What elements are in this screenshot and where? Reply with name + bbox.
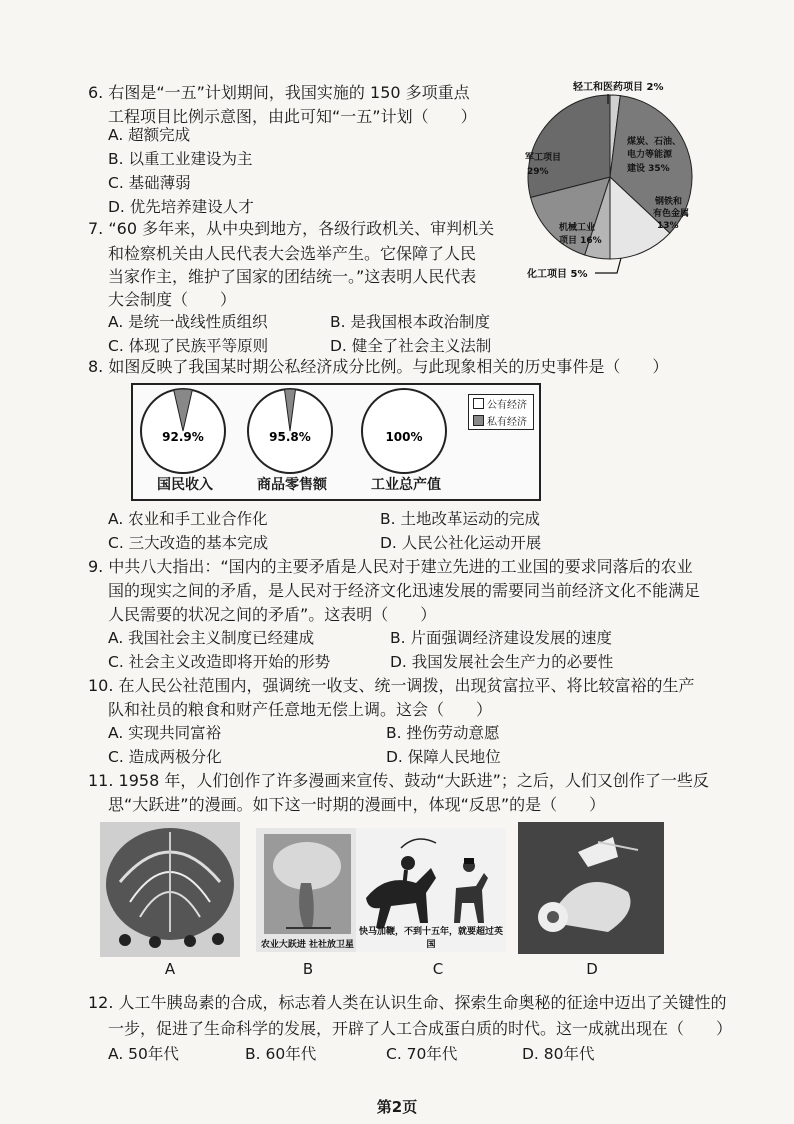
mini-pie-value-0: 92.9% [162, 430, 204, 444]
pie-label-steel-1: 钢铁和 [655, 197, 683, 207]
q6-option-d: D. 优先培养建设人才 [108, 198, 254, 216]
q12-line2: 一步，促进了生命科学的发展，开辟了人工合成蛋白质的时代。这一成就出现在（ ） [108, 1019, 733, 1038]
cartoon-label-d: D [586, 960, 598, 978]
pie-label-military-2: 29% [527, 167, 549, 177]
q8-line1: 8. 如图反映了我国某时期公私经济成分比例。与此现象相关的历史事件是（ ） [88, 357, 669, 376]
q8-option-b: B. 土地改革运动的完成 [380, 510, 540, 528]
legend-swatch-public [473, 398, 484, 409]
q9-line3: 人民需要的状况之间的矛盾”。这表明（ ） [108, 605, 437, 624]
pie-label-military-1: 军工项目 [525, 153, 562, 163]
q12-option-b: B. 60年代 [245, 1045, 317, 1063]
q7-option-b: B. 是我国根本政治制度 [330, 313, 490, 331]
q10-line1: 10. 在人民公社范围内，强调统一收支、统一调拨，出现贫富拉平、将比较富裕的生产 [88, 676, 695, 695]
cartoon-c-horse [356, 828, 506, 952]
q7-option-a: A. 是统一战线性质组织 [108, 313, 268, 331]
mini-pies [141, 389, 446, 473]
q12-option-d: D. 80年代 [522, 1045, 595, 1063]
pie-label-light: 轻工和医药项目 2% [573, 82, 664, 93]
q9-option-d: D. 我国发展社会生产力的必要性 [390, 653, 614, 671]
legend-label-private: 私有经济 [487, 417, 527, 428]
project-pie-chart [515, 72, 715, 292]
q11-line1: 11. 1958 年，人们创作了许多漫画来宣传、鼓动“大跃进”；之后，人们又创作了一些反 [88, 771, 709, 790]
legend-row-public [469, 395, 533, 412]
mini-pie-value-2: 100% [385, 430, 423, 444]
q10-line2: 队和社员的粮食和财产任意地无偿上调。这会（ ） [108, 700, 493, 719]
pie-label-steel-3: 13% [657, 221, 679, 231]
q7-line3: 当家作主，维护了国家的团结统一。”这表明人民代表 [108, 267, 477, 286]
q7-line1: 7. “60 多年来，从中央到地方，各级行政机关、审判机关 [88, 219, 495, 238]
cartoon-label-b: B [302, 960, 314, 978]
q9-option-a: A. 我国社会主义制度已经建成 [108, 629, 315, 647]
q8-option-c: C. 三大改造的基本完成 [108, 534, 269, 552]
mini-pie-value-1: 95.8% [269, 430, 311, 444]
q6-line1: 6. 右图是“一五”计划期间，我国实施的 150 多项重点 [88, 83, 470, 102]
q11-line2: 思“大跃进”的漫画。如下这一时期的漫画中，体现“反思”的是（ ） [108, 795, 606, 814]
pie-label-coal-1: 煤炭、石油、 [627, 137, 682, 147]
legend-label-public: 公有经济 [487, 400, 527, 411]
cartoon-b-satellite [256, 828, 359, 952]
cartoon-c-caption: 快马加鞭，不到十五年，就要超过英国 [358, 927, 503, 950]
q12-line1: 12. 人工牛胰岛素的合成，标志着人类在认识生命、探索生命奥秘的征途中迈出了关键性的 [88, 993, 727, 1012]
pie-caption-retail: 商品零售额 [257, 477, 327, 493]
q12-option-c: C. 70年代 [386, 1045, 458, 1063]
economy-legend [468, 394, 534, 430]
q9-line1: 9. 中共八大指出：“国内的主要矛盾是人民对于建立先进的工业国的要求同落后的农业 [88, 557, 693, 576]
q8-option-a: A. 农业和手工业合作化 [108, 510, 268, 528]
q7-line2: 和检察机关由人民代表大会选举产生。它保障了人民 [108, 244, 477, 263]
cartoon-label-a: A [164, 960, 176, 978]
pie-label-machine-2: 项目 16% [559, 236, 602, 246]
pie-label-machine-1: 机械工业 [559, 223, 596, 233]
pie-label-coal-2: 电力等能源 [627, 150, 673, 160]
q7-line4: 大会制度（ ） [108, 290, 237, 309]
q7-option-d: D. 健全了社会主义法制 [330, 337, 492, 355]
pie1-slices [528, 95, 692, 259]
cartoon-b-caption: 农业大跃进 社社放卫星 [260, 940, 355, 950]
q6-option-c: C. 基础薄弱 [108, 174, 191, 192]
q9-option-c: C. 社会主义改造即将开始的形势 [108, 653, 331, 671]
q9-line2: 国的现实之间的矛盾，是人民对于经济文化迅速发展的需要同当前经济文化不能满足 [108, 581, 701, 600]
q12-option-a: A. 50年代 [108, 1045, 179, 1063]
page-number: 第2页 [376, 1098, 418, 1116]
pie-label-chem: 化工项目 5% [527, 269, 588, 280]
q10-option-c: C. 造成两极分化 [108, 748, 222, 766]
cartoon-d-reflection [518, 822, 664, 954]
q10-option-b: B. 挫伤劳动意愿 [386, 724, 500, 742]
q6-option-b: B. 以重工业建设为主 [108, 150, 253, 168]
q10-option-d: D. 保障人民地位 [386, 748, 501, 766]
legend-swatch-private [473, 415, 484, 426]
q9-option-b: B. 片面强调经济建设发展的速度 [390, 629, 612, 647]
pie-label-coal-3: 建设 35% [627, 164, 670, 174]
cartoon-label-c: C [432, 960, 444, 978]
cartoon-a-cabbage [100, 822, 240, 957]
q6-line2: 工程项目比例示意图，由此可知“一五”计划（ ） [108, 107, 477, 126]
pie-caption-industry: 工业总产值 [371, 477, 441, 493]
q6-option-a: A. 超额完成 [108, 126, 191, 144]
pie-label-steel-2: 有色金属 [653, 209, 690, 219]
cabbage-drawing [100, 822, 240, 957]
pie-leader-chem [595, 258, 621, 273]
q8-option-d: D. 人民公社化运动开展 [380, 534, 542, 552]
satellite-drawing [256, 828, 359, 952]
q7-option-c: C. 体现了民族平等原则 [108, 337, 269, 355]
reflection-drawing [518, 822, 664, 954]
legend-row-private [469, 412, 533, 429]
pie-caption-income: 国民收入 [157, 477, 213, 493]
q10-option-a: A. 实现共同富裕 [108, 724, 222, 742]
